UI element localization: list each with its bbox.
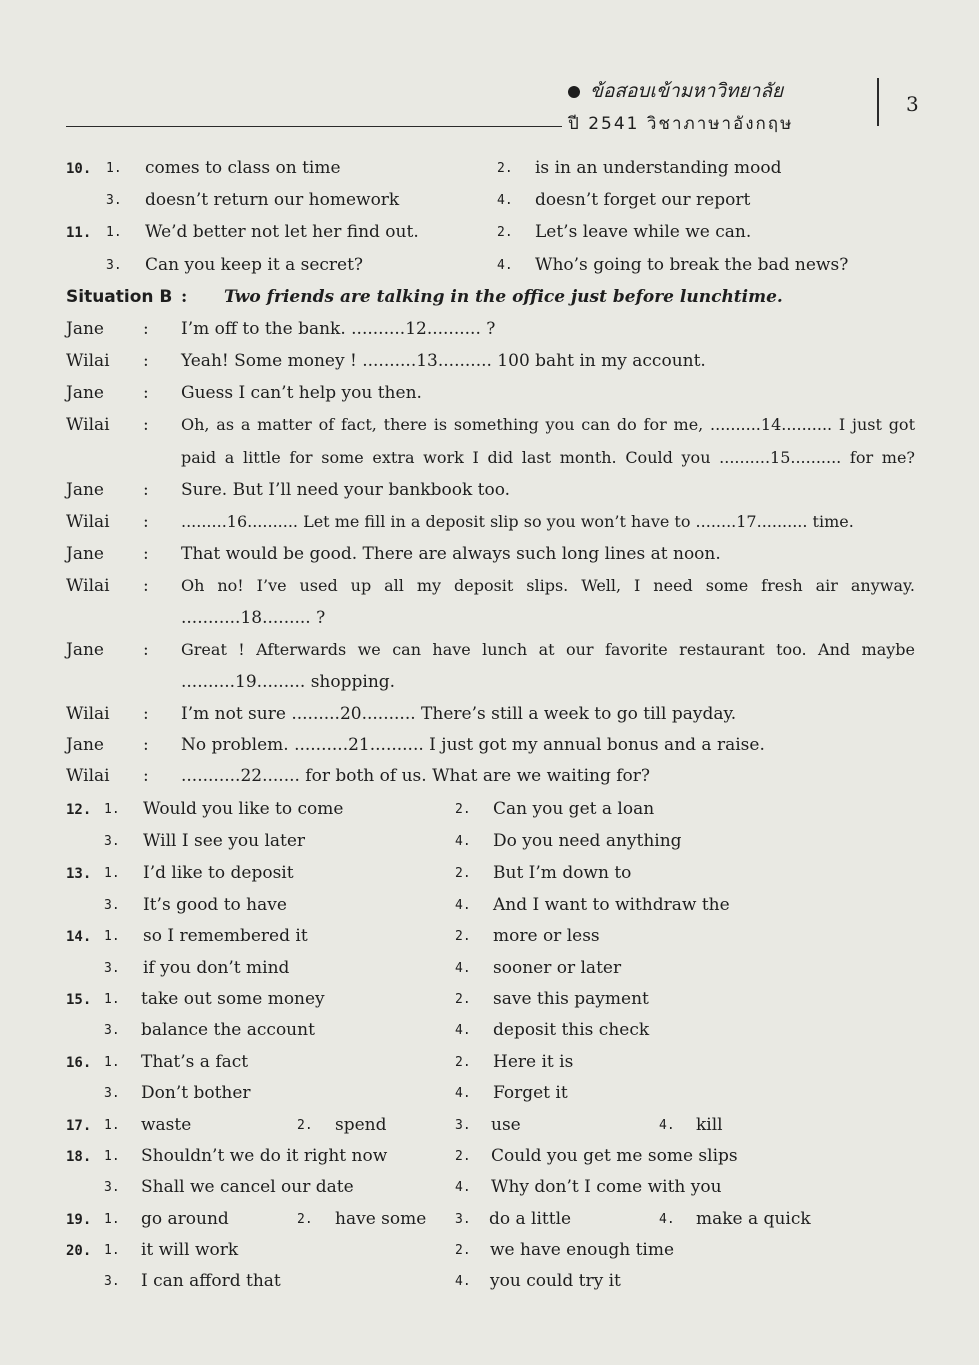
- option-text: waste: [141, 1115, 192, 1135]
- header-subtitle: ปี 2541 วิชาภาษาอังกฤษ: [568, 114, 794, 134]
- option-text: I’d like to deposit: [143, 863, 294, 883]
- speaker-colon: :: [143, 766, 149, 786]
- option-text: take out some money: [141, 989, 325, 1009]
- speaker-name: Wilai: [66, 704, 110, 724]
- option-number: 2.: [455, 992, 471, 1007]
- question-number: 11.: [66, 225, 92, 241]
- option-number: 4.: [497, 193, 513, 208]
- option-number: 2.: [497, 161, 513, 176]
- option-number: 2.: [455, 1243, 471, 1258]
- option-number: 2.: [455, 866, 471, 881]
- option-text: Let’s leave while we can.: [535, 222, 752, 242]
- option-number: 3.: [104, 898, 120, 913]
- option-text: Do you need anything: [493, 831, 682, 851]
- option-text: deposit this check: [493, 1020, 650, 1040]
- option-text: Don’t bother: [141, 1083, 251, 1103]
- option-number: 2.: [297, 1118, 313, 1133]
- speaker-name: Jane: [66, 319, 104, 339]
- speaker-name: Wilai: [66, 415, 110, 435]
- question-number: 12.: [66, 802, 92, 818]
- option-text: Would you like to come: [143, 799, 344, 819]
- option-text: Shouldn’t we do it right now: [141, 1146, 388, 1166]
- question-number: 18.: [66, 1149, 92, 1165]
- dialogue-line: Great ! Afterwards we can have lunch at our favorite restaurant too. And maybe: [181, 640, 915, 659]
- speaker-colon: :: [143, 704, 149, 724]
- dialogue-line: I’m not sure .........20.......... There’s still a week to go till payday.: [181, 704, 737, 724]
- header-divider: [877, 78, 879, 126]
- option-text: Can you keep it a secret?: [145, 255, 364, 275]
- dialogue-line: ...........22....... for both of us. What are we waiting for?: [181, 766, 651, 786]
- option-text: sooner or later: [493, 958, 622, 978]
- speaker-colon: :: [143, 512, 149, 532]
- option-text: it will work: [141, 1240, 239, 1260]
- option-number: 3.: [106, 193, 122, 208]
- option-number: 3.: [104, 1023, 120, 1038]
- option-number: 4.: [455, 1023, 471, 1038]
- option-number: 1.: [104, 866, 120, 881]
- option-text: use: [491, 1115, 521, 1135]
- speaker-colon: :: [143, 640, 149, 660]
- speaker-name: Jane: [66, 735, 104, 755]
- option-text: make a quick: [696, 1209, 811, 1229]
- option-text: Why don’t I come with you: [491, 1177, 722, 1197]
- page-number: 3: [906, 92, 919, 116]
- option-number: 4.: [659, 1212, 675, 1227]
- option-text: do a little: [489, 1209, 572, 1229]
- dialogue-line: Oh, as a matter of fact, there is something you can do for me, ..........14.......... I just got: [181, 415, 915, 434]
- question-number: 20.: [66, 1243, 92, 1259]
- option-number: 1.: [104, 1212, 120, 1227]
- option-text: save this payment: [493, 989, 649, 1009]
- option-text: you could try it: [490, 1271, 621, 1291]
- option-text: we have enough time: [490, 1240, 675, 1260]
- option-number: 1.: [104, 802, 120, 817]
- option-number: 4.: [497, 258, 513, 273]
- option-number: 3.: [104, 1274, 120, 1289]
- dialogue-line: No problem. ..........21.......... I just got my annual bonus and a raise.: [181, 735, 765, 755]
- speaker-colon: :: [143, 383, 149, 403]
- bullet-icon: [568, 86, 580, 98]
- option-text: if you don’t mind: [143, 958, 290, 978]
- header-title-text: ข้อสอบเข้ามหาวิทยาลัย: [590, 80, 784, 102]
- option-number: 2.: [455, 1055, 471, 1070]
- situation-label: Situation B: [66, 287, 173, 307]
- situation-description: Two friends are talking in the office just before lunchtime.: [224, 287, 783, 307]
- option-text: balance the account: [141, 1020, 315, 1040]
- option-text: That’s a fact: [141, 1052, 249, 1072]
- option-text: Shall we cancel our date: [141, 1177, 354, 1197]
- option-text: spend: [335, 1115, 387, 1135]
- speaker-colon: :: [143, 319, 149, 339]
- option-text: But I’m down to: [493, 863, 632, 883]
- option-number: 1.: [104, 1118, 120, 1133]
- option-text: Here it is: [493, 1052, 574, 1072]
- option-text: so I remembered it: [143, 926, 308, 946]
- option-number: 3.: [455, 1118, 471, 1133]
- option-text: is in an understanding mood: [535, 158, 782, 178]
- dialogue-line: Guess I can’t help you then.: [181, 383, 422, 403]
- option-number: 3.: [104, 1180, 120, 1195]
- option-number: 4.: [455, 1180, 471, 1195]
- dialogue-line: Oh no! I’ve used up all my deposit slips. Well, I need some fresh air anyway.: [181, 576, 915, 595]
- option-text: doesn’t return our homework: [145, 190, 400, 210]
- situation-colon: :: [181, 287, 188, 307]
- question-number: 10.: [66, 161, 92, 177]
- option-number: 3.: [104, 961, 120, 976]
- option-number: 2.: [455, 802, 471, 817]
- speaker-name: Wilai: [66, 351, 110, 371]
- speaker-colon: :: [143, 415, 149, 435]
- option-number: 2.: [455, 929, 471, 944]
- option-text: Can you get a loan: [493, 799, 655, 819]
- dialogue-line-continued: ...........18......... ?: [181, 608, 326, 628]
- speaker-name: Wilai: [66, 576, 110, 596]
- option-text: have some: [335, 1209, 427, 1229]
- option-number: 4.: [455, 1086, 471, 1101]
- option-text: go around: [141, 1209, 229, 1229]
- speaker-name: Wilai: [66, 512, 110, 532]
- question-number: 17.: [66, 1118, 92, 1134]
- speaker-name: Wilai: [66, 766, 110, 786]
- option-number: 1.: [106, 161, 122, 176]
- dialogue-line: That would be good. There are always such long lines at noon.: [181, 544, 721, 564]
- option-text: doesn’t forget our report: [535, 190, 751, 210]
- dialogue-line: Sure. But I’ll need your bankbook too.: [181, 480, 511, 500]
- header-rule: [66, 126, 562, 127]
- dialogue-line-continued: paid a little for some extra work I did last month. Could you ..........15.......... for me?: [181, 448, 915, 467]
- dialogue-line: I’m off to the bank. ..........12.......... ?: [181, 319, 496, 339]
- option-number: 1.: [106, 225, 122, 240]
- option-number: 4.: [455, 898, 471, 913]
- option-number: 1.: [104, 1055, 120, 1070]
- option-number: 3.: [104, 1086, 120, 1101]
- option-number: 2.: [455, 1149, 471, 1164]
- option-text: It’s good to have: [143, 895, 287, 915]
- option-number: 4.: [455, 1274, 471, 1289]
- question-number: 16.: [66, 1055, 92, 1071]
- option-text: We’d better not let her find out.: [145, 222, 419, 242]
- option-number: 4.: [455, 834, 471, 849]
- dialogue-line-continued: ..........19......... shopping.: [181, 672, 396, 692]
- option-text: Who’s going to break the bad news?: [535, 255, 849, 275]
- option-text: kill: [696, 1115, 723, 1135]
- speaker-name: Jane: [66, 383, 104, 403]
- header-title: [568, 76, 783, 106]
- speaker-name: Jane: [66, 544, 104, 564]
- speaker-name: Jane: [66, 640, 104, 660]
- option-number: 1.: [104, 1243, 120, 1258]
- option-number: 4.: [455, 961, 471, 976]
- question-number: 14.: [66, 929, 92, 945]
- option-number: 3.: [104, 834, 120, 849]
- speaker-colon: :: [143, 576, 149, 596]
- option-text: more or less: [493, 926, 600, 946]
- option-text: Could you get me some slips: [491, 1146, 738, 1166]
- speaker-name: Jane: [66, 480, 104, 500]
- question-number: 13.: [66, 866, 92, 882]
- option-text: Will I see you later: [143, 831, 306, 851]
- speaker-colon: :: [143, 544, 149, 564]
- option-text: comes to class on time: [145, 158, 341, 178]
- option-text: And I want to withdraw the: [493, 895, 730, 915]
- option-number: 3.: [455, 1212, 471, 1227]
- speaker-colon: :: [143, 735, 149, 755]
- option-number: 2.: [297, 1212, 313, 1227]
- option-number: 1.: [104, 929, 120, 944]
- option-number: 2.: [497, 225, 513, 240]
- question-number: 15.: [66, 992, 92, 1008]
- option-number: 3.: [106, 258, 122, 273]
- option-text: Forget it: [493, 1083, 568, 1103]
- option-text: I can afford that: [141, 1271, 281, 1291]
- dialogue-line: Yeah! Some money ! ..........13.......... 100 baht in my account.: [181, 351, 706, 371]
- speaker-colon: :: [143, 351, 149, 371]
- question-number: 19.: [66, 1212, 92, 1228]
- speaker-colon: :: [143, 480, 149, 500]
- option-number: 1.: [104, 992, 120, 1007]
- dialogue-line: .........16.......... Let me fill in a deposit slip so you won’t have to ........17.......... time.: [181, 512, 854, 531]
- option-number: 4.: [659, 1118, 675, 1133]
- option-number: 1.: [104, 1149, 120, 1164]
